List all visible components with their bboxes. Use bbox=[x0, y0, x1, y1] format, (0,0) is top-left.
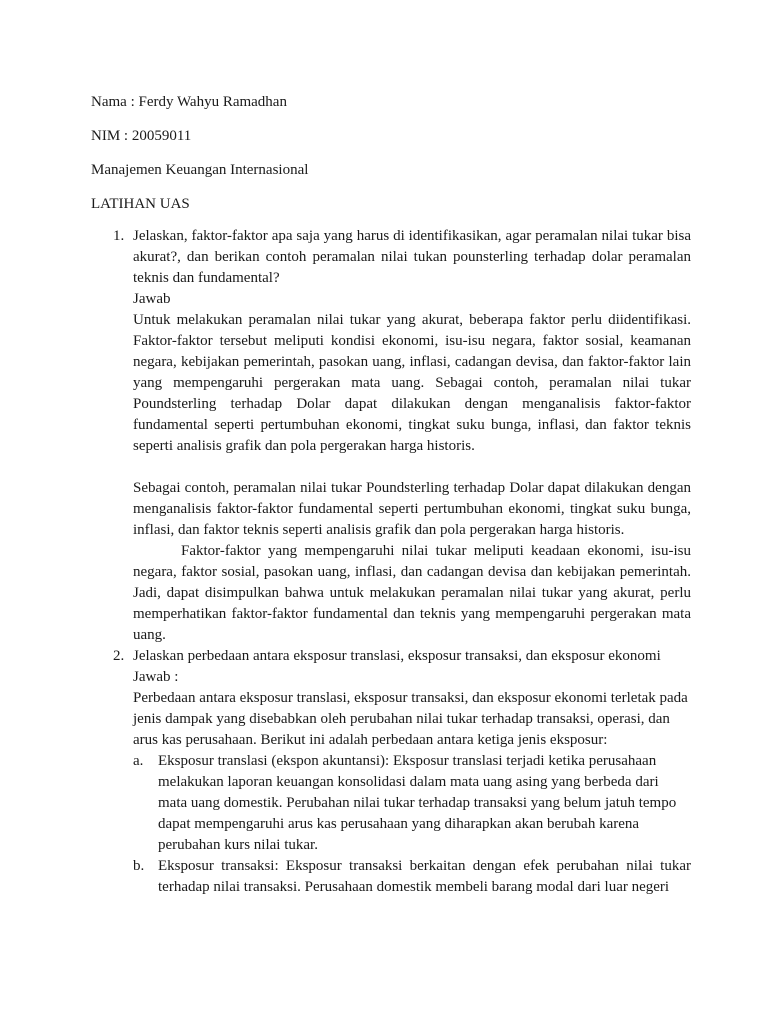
answer-label: Jawab bbox=[133, 291, 171, 307]
exam-title: LATIHAN UAS bbox=[91, 196, 190, 212]
answer-paragraph: Faktor-faktor yang mempengaruhi nilai tukar meliputi keadaan ekonomi, isu-isu negara, faktor sosial, pasokan uang, inflasi, dan cadangan devisa dan kebijakan pemerintah. Jadi, dapat disimpulkan bahwa untuk melakukan peramalan nilai tukar yang akurat, perlu memperhatikan faktor-faktor fundamental dan teknis yang mempengaruhi pergerakan mata uang. bbox=[133, 543, 691, 643]
question-number: 2. bbox=[113, 648, 125, 664]
answer-label: Jawab : bbox=[133, 669, 179, 685]
list-item-letter: b. bbox=[133, 858, 145, 874]
question-text: Jelaskan perbedaan antara eksposur translasi, eksposur transaksi, dan eksposur ekonomi bbox=[133, 648, 661, 664]
question-item-2 bbox=[91, 646, 691, 898]
list-item-text: Eksposur transaksi: Eksposur transaksi berkaitan dengan efek perubahan nilai tukar terhadap nilai transaksi. Perusahaan domestik membeli barang modal dari luar negeri bbox=[158, 858, 691, 895]
list-item-text: Eksposur translasi (ekspon akuntansi): Eksposur translasi terjadi ketika perusahaan melakukan laporan keuangan konsolidasi dalam mata uang asing yang berbeda dari mata uang domestik. Perubahan nilai tukar terhadap transaksi yang belum jatuh tempo dapat mempengaruhi arus kas perusahaan yang diharapkan akan berubah karena perubahan kurs nilai tukar. bbox=[158, 753, 677, 853]
list-item bbox=[133, 856, 691, 898]
question-text: Jelaskan, faktor-faktor apa saja yang harus di identifikasikan, agar peramalan nilai tukar bisa akurat?, dan berikan contoh peramalan nilai tukan pounsterling terhadap dolar peramalan teknis dan fundamental? bbox=[133, 228, 691, 286]
question-list bbox=[91, 226, 691, 898]
question-number: 1. bbox=[113, 228, 125, 244]
student-nim: NIM : 20059011 bbox=[91, 128, 192, 144]
list-item bbox=[133, 751, 691, 856]
exposure-list bbox=[133, 751, 691, 898]
student-name: Nama : Ferdy Wahyu Ramadhan bbox=[91, 94, 287, 110]
answer-paragraph: Untuk melakukan peramalan nilai tukar yang akurat, beberapa faktor perlu diidentifikasi. Faktor-faktor tersebut meliputi kondisi ekonomi, isu-isu negara, faktor sosial, keamanan negara, kebijakan pemerintah, pasokan uang, inflasi, cadangan devisa, dan faktor-faktor lain yang mempengaruhi pergerakan mata uang. Sebagai contoh, peramalan nilai tukar Poundsterling terhadap Dolar dapat dilakukan dengan menganalisis faktor-faktor fundamental seperti pertumbuhan ekonomi, tingkat suku bunga, inflasi, dan faktor teknis seperti analisis grafik dan pola pergerakan harga historis. bbox=[133, 312, 691, 454]
course-title: Manajemen Keuangan Internasional bbox=[91, 162, 309, 178]
question-item-1 bbox=[91, 226, 691, 646]
list-item-letter: a. bbox=[133, 753, 144, 769]
paragraph-gap bbox=[133, 457, 691, 478]
answer-paragraph: Sebagai contoh, peramalan nilai tukar Poundsterling terhadap Dolar dapat dilakukan dengan menganalisis faktor-faktor fundamental seperti pertumbuhan ekonomi, tingkat suku bunga, inflasi, dan faktor teknis seperti analisis grafik dan pola pergerakan harga historis. bbox=[133, 480, 691, 538]
answer-paragraph: Perbedaan antara eksposur translasi, eksposur transaksi, dan eksposur ekonomi terletak pada jenis dampak yang disebabkan oleh perubahan nilai tukar terhadap transaksi, operasi, dan arus kas perusahaan. Berikut ini adalah perbedaan antara ketiga jenis eksposur: bbox=[133, 690, 688, 748]
